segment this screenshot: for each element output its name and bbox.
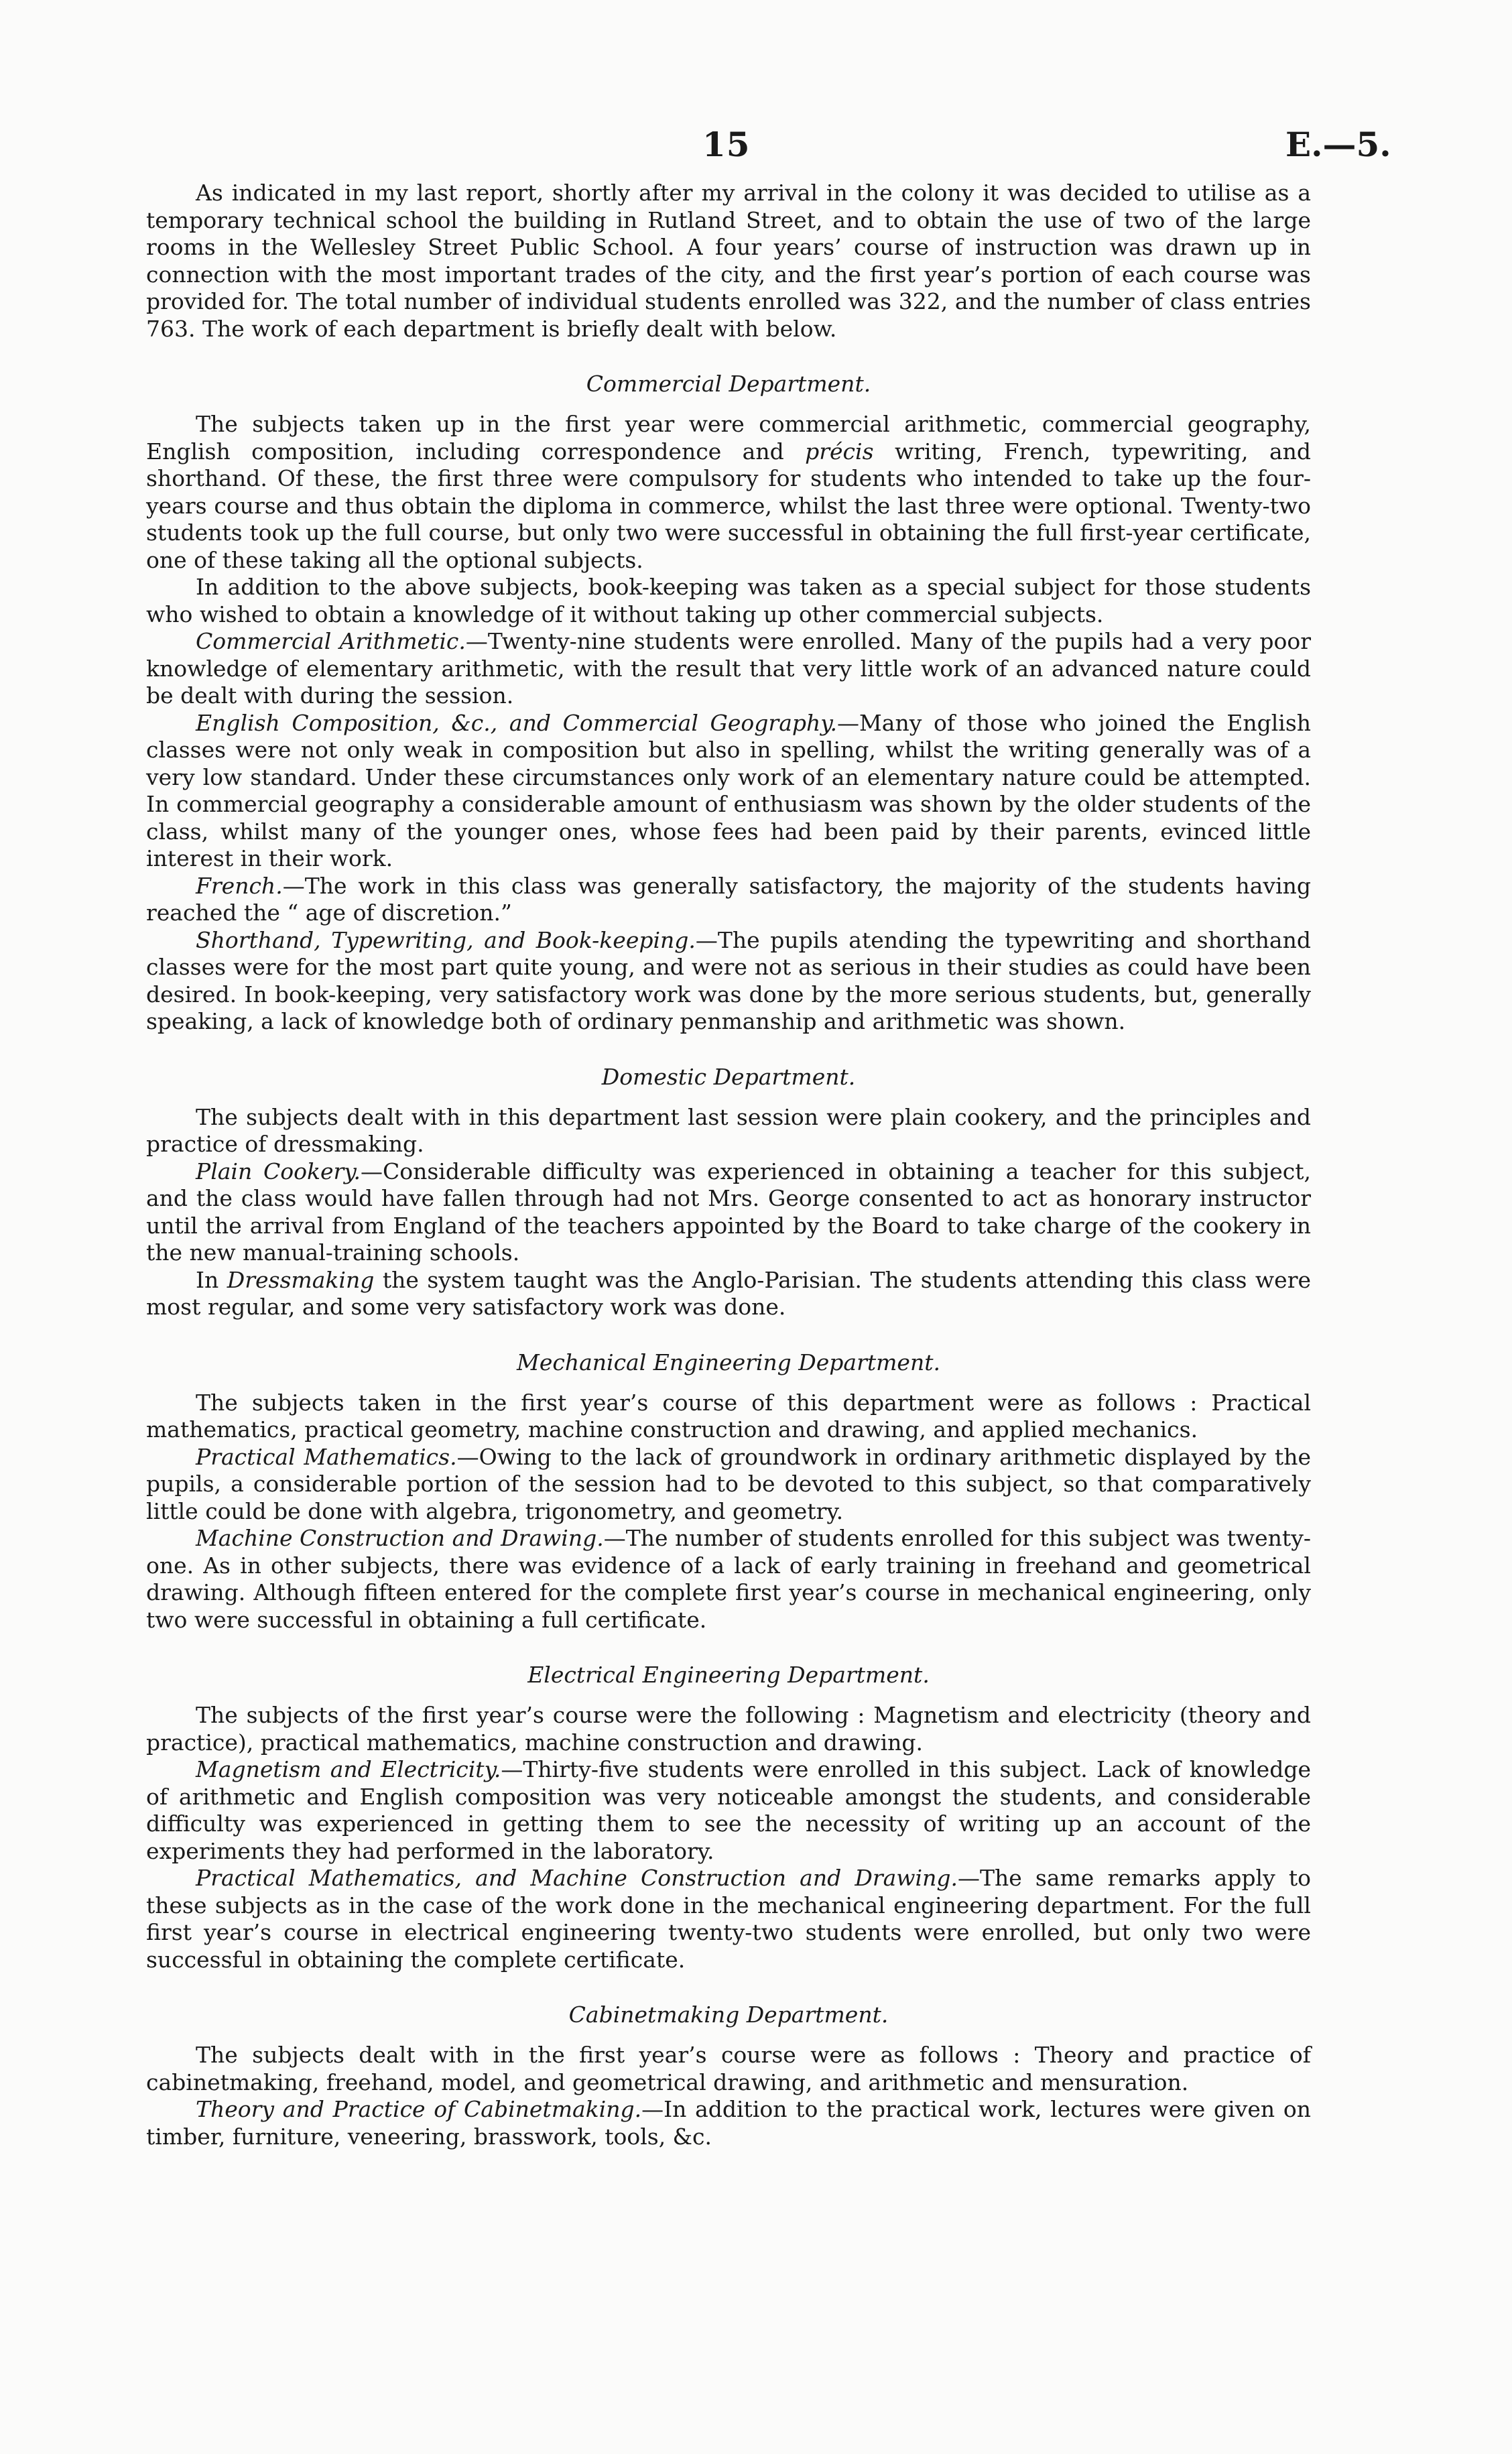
document-reference: E.—5. xyxy=(1285,125,1391,164)
shorthand-paragraph xyxy=(146,927,1311,1036)
magnetism-paragraph xyxy=(146,1756,1311,1865)
electrical-subjects-paragraph: The subjects of the first year’s course were the following : Magnetism and electricity (theory and practice), practical mathematics, machine construction and drawing. xyxy=(146,1702,1311,1756)
mechanical-heading: Mechanical Engineering Department. xyxy=(517,1349,940,1375)
commercial-arithmetic-title: Commercial Arithmetic. xyxy=(196,628,466,654)
french-text: —The work in this class was generally satisfactory, the majority of the students having reached the “ age of discretion.” xyxy=(146,872,1311,926)
electrical-math-drawing-paragraph xyxy=(146,1865,1311,1973)
page-number: 15 xyxy=(702,125,751,164)
electrical-math-drawing-title: Practical Mathematics, and Machine Construction and Drawing. xyxy=(196,1865,958,1891)
domestic-heading: Domestic Department. xyxy=(601,1063,856,1090)
electrical-heading: Electrical Engineering Department. xyxy=(527,1662,930,1688)
cabinetmaking-theory-paragraph xyxy=(146,2096,1311,2150)
mechanical-subjects-paragraph: The subjects taken in the first year’s course of this department were as follows : Practical mathematics, practical geometry, machine construction and drawing, and applied mechanics. xyxy=(146,1389,1311,1443)
cabinetmaking-theory-text: —In addition to the practical work, lectures were given on timber, furniture, veneering, brasswork, tools, &c. xyxy=(146,2096,1311,2150)
plain-cookery-title: Plain Cookery. xyxy=(196,1158,361,1184)
machine-construction-title: Machine Construction and Drawing. xyxy=(196,1525,604,1551)
electrical-math-drawing-text: —The same remarks apply to these subjects as in the case of the work done in the mechanical engineering department. For the full first year’s course in electrical engineering twenty-two students were enrolled, but only two were successful in obtaining the complete certificate. xyxy=(146,1865,1311,1973)
cabinetmaking-subjects-paragraph: The subjects dealt with in the first year’s course were as follows : Theory and practice of cabinetmaking, freehand, model, and geometrical drawing, and arithmetic and mensuration. xyxy=(146,2042,1311,2095)
dressmaking-text: the system taught was the Anglo-Parisian. The students attending this class were most regular, and some very satisfactory work was done. xyxy=(146,1266,1312,1320)
machine-construction-text: —The number of students enrolled for this subject was twenty-one. As in other subjects, there was evidence of a lack of early training in freehand and geometrical drawing. Although fifteen entered for the complete first year’s course in mechanical engineering, only two were successful in obtaining a full certificate. xyxy=(146,1525,1311,1633)
commercial-p1-text-c: writing, French, typewriting, and shorthand. Of these, the first three were compulsory for students who intended to take up the four-years course and thus obtain the diploma in commerce, whilst the last three were optional. Twenty-two students took up the full course, but only two were successful in obtaining the full first-year certificate, one of these taking all the optional subjects. xyxy=(146,438,1311,573)
magnetism-text: —Thirty-five students were enrolled in this subject. Lack of knowledge of arithmetic and English composition was very noticeable amongst the students, and considerable difficulty was experienced in getting them to see the necessity of writing up an account of the experiments they had performed in the laboratory. xyxy=(146,1756,1311,1864)
english-composition-title: English Composition, &c., and Commercial Geography. xyxy=(196,709,838,736)
commercial-arithmetic-text: —Twenty-nine students were enrolled. Many of the pupils had a very poor knowledge of elementary arithmetic, with the result that very little work of an advanced nature could be dealt with during the session. xyxy=(146,628,1311,709)
dressmaking-lead: In xyxy=(196,1266,219,1293)
shorthand-title: Shorthand, Typewriting, and Book-keeping. xyxy=(196,926,696,953)
cabinetmaking-heading: Cabinetmaking Department. xyxy=(568,2002,889,2028)
page-header xyxy=(0,121,1512,174)
intro-paragraph: As indicated in my last report, shortly after my arrival in the colony it was decided to utilise as a temporary technical school the building in Rutland Street, and to obtain the use of two of the large rooms in the Wellesley Street Public School. A four years’ course of instruction was drawn up in connection with the most important trades of the city, and the first year’s portion of each course was provided for. The total number of individual students enrolled was 322, and the number of class entries 763. The work of each department is briefly dealt with below. xyxy=(146,180,1311,342)
commercial-p1-text-a: The subjects taken up in the first year were commercial arithmetic, commercial geography, English composition, including correspondence and xyxy=(146,411,1311,465)
commercial-subjects-paragraph xyxy=(146,411,1311,574)
cabinetmaking-theory-title: Theory and Practice of Cabinetmaking. xyxy=(196,2096,642,2122)
domestic-subjects-paragraph: The subjects dealt with in this department last session were plain cookery, and the principles and practice of dressmaking. xyxy=(146,1103,1311,1157)
machine-construction-paragraph xyxy=(146,1525,1311,1634)
plain-cookery-text: —Considerable difficulty was experienced in obtaining a teacher for this subject, and the class would have fallen through had not Mrs. George consented to act as honorary instructor until the arrival from England of the teachers appointed by the Board to take charge of the cookery in the new manual-training schools. xyxy=(146,1158,1311,1266)
dressmaking-paragraph xyxy=(146,1267,1311,1321)
plain-cookery-paragraph xyxy=(146,1158,1311,1267)
french-paragraph xyxy=(146,873,1311,927)
precis-term: précis xyxy=(805,438,874,465)
english-composition-paragraph xyxy=(146,710,1311,873)
shorthand-text: —The pupils atending the typewriting and shorthand classes were for the most part quite young, and were not as serious in their studies as could have been desired. In book-keeping, very satisfactory work was done by the more serious students, but, generally speaking, a lack of knowledge both of ordinary penmanship and arithmetic was shown. xyxy=(146,926,1311,1034)
bookkeeping-paragraph: In addition to the above subjects, book-keeping was taken as a special subject for those students who wished to obtain a knowledge of it without taking up other commercial subjects. xyxy=(146,574,1311,627)
commercial-arithmetic-paragraph xyxy=(146,628,1311,710)
french-title: French. xyxy=(196,872,283,899)
english-composition-text: —Many of those who joined the English classes were not only weak in composition but also in spelling, whilst the writing generally was of a very low standard. Under these circumstances only work of an elementary nature could be attempted. In commercial geography a considerable amount of enthusiasm was shown by the older students of the class, whilst many of the younger ones, whose fees had been paid by their parents, evinced little interest in their work. xyxy=(146,709,1312,871)
commercial-heading: Commercial Department. xyxy=(586,371,871,397)
practical-mathematics-text: —Owing to the lack of groundwork in ordinary arithmetic displayed by the pupils, a considerable portion of the session had to be devoted to this subject, so that comparatively little could be done with algebra, trigonometry, and geometry. xyxy=(146,1443,1311,1524)
magnetism-title: Magnetism and Electricity. xyxy=(196,1756,501,1782)
report-body xyxy=(146,180,1311,2150)
practical-mathematics-paragraph xyxy=(146,1444,1311,1526)
practical-mathematics-title: Practical Mathematics. xyxy=(196,1443,457,1470)
dressmaking-title: Dressmaking xyxy=(227,1266,375,1293)
